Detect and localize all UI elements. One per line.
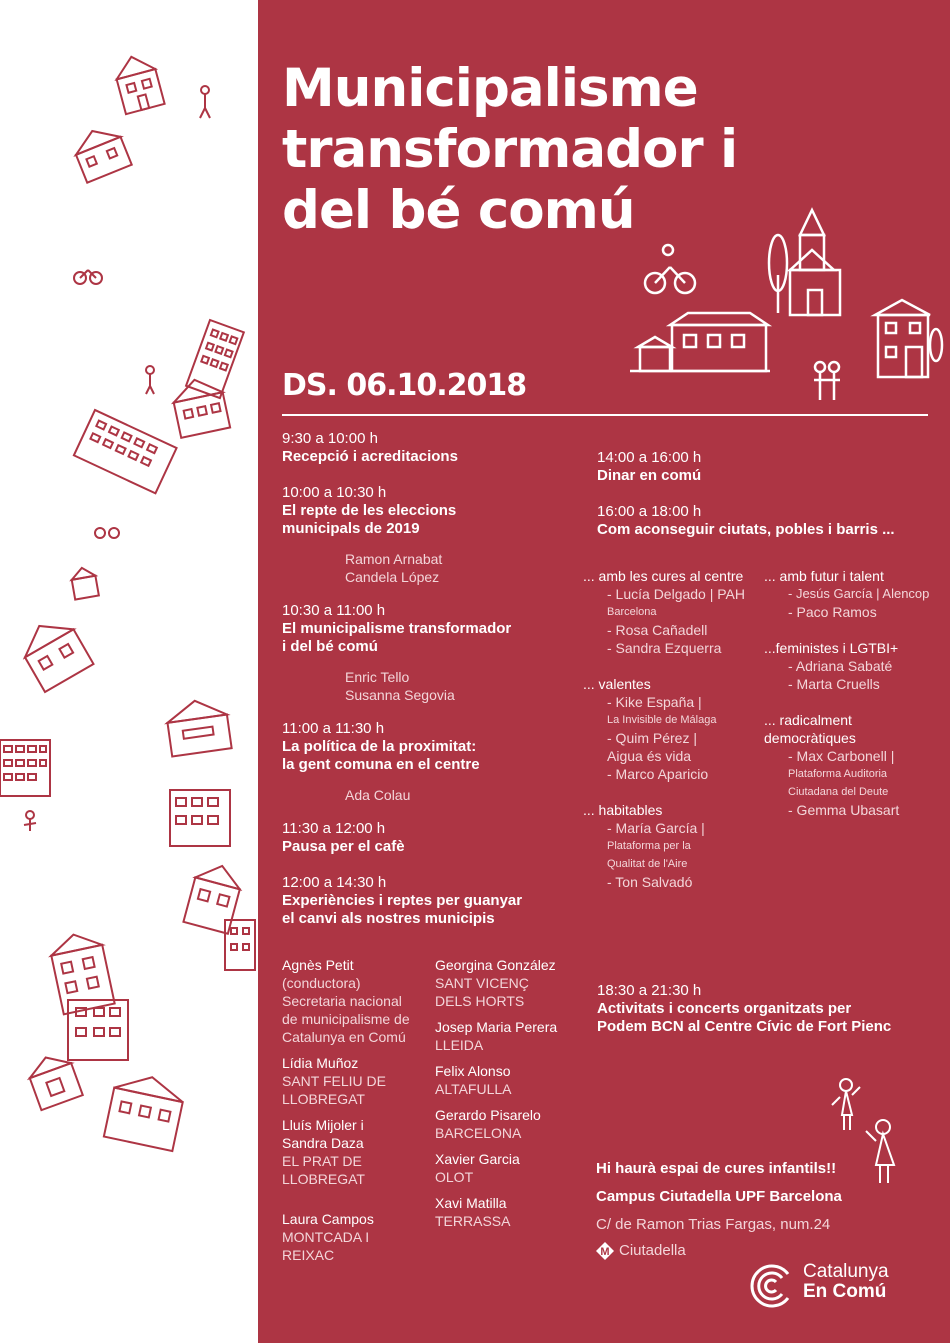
track-heading: ... radicalment	[764, 712, 852, 728]
participant	[435, 1062, 585, 1098]
title-line: transformador i	[282, 119, 738, 180]
participant-name: Xavi Matilla	[435, 1195, 507, 1211]
logo-line: En Comú	[803, 1281, 887, 1302]
schedule-time: 10:00 a 10:30 h	[282, 484, 387, 501]
houses-illustration	[0, 0, 258, 1343]
schedule-item	[282, 720, 582, 804]
schedule-title: Pausa per el cafè	[282, 838, 405, 855]
track-speaker: - Jesús García | Alencop	[788, 586, 930, 601]
track-heading: ...feministes i LGTBI+	[764, 640, 899, 656]
participant	[435, 1150, 585, 1186]
participant-name: Lluís Mijoler i	[282, 1117, 364, 1133]
track-speaker: - Kike España |	[607, 694, 702, 710]
schedule-title: Podem BCN al Centre Cívic de Fort Pienc	[597, 1018, 892, 1035]
tracks-column	[764, 567, 944, 819]
schedule-title: Recepció i acreditacions	[282, 448, 458, 465]
track-affiliation: Qualitat de l'Aire	[607, 858, 688, 870]
metro-line	[596, 1242, 926, 1260]
schedule-time: 9:30 a 10:00 h	[282, 430, 378, 447]
participant-role: de municipalisme de	[282, 1011, 410, 1027]
logo-mark	[748, 1262, 796, 1310]
participant-role: Secretaria nacional	[282, 993, 402, 1009]
participant	[435, 1018, 585, 1054]
schedule-time: 12:00 a 14:30 h	[282, 874, 387, 891]
date-divider	[282, 414, 928, 416]
track-speaker: - Marco Aparicio	[607, 766, 709, 782]
schedule-title: municipals de 2019	[282, 520, 420, 537]
track-speaker: - Ton Salvadó	[607, 874, 693, 890]
catalunya-en-comu-logo	[748, 1262, 918, 1308]
participant-role: (conductora)	[282, 975, 361, 991]
participants-column	[282, 956, 432, 1272]
title-line: del bé comú	[282, 180, 635, 241]
schedule-title: La política de la proximitat:	[282, 738, 477, 755]
schedule-title: i del bé comú	[282, 638, 378, 655]
schedule-item	[282, 874, 582, 928]
participant-place: SANT VICENÇ	[435, 975, 529, 991]
schedule-item	[282, 602, 582, 704]
schedule-title: Experiències i reptes per guanyar	[282, 892, 523, 909]
participant-name: Josep Maria Perera	[435, 1019, 558, 1035]
schedule-title: Activitats i concerts organitzats per	[597, 1000, 852, 1017]
track-group	[764, 567, 944, 621]
track-affiliation: Ciutadana del Deute	[788, 786, 889, 798]
venue-name: Campus Ciutadella UPF Barcelona	[596, 1188, 842, 1205]
participant-place: OLOT	[435, 1169, 474, 1185]
track-speaker: - María García |	[607, 820, 705, 836]
tracks-column	[583, 567, 763, 891]
schedule-title: El municipalisme transformador	[282, 620, 512, 637]
participant-place: EL PRAT DE	[282, 1153, 362, 1169]
track-heading: democràtiques	[764, 730, 856, 746]
track-group	[764, 639, 944, 693]
schedule-item	[597, 503, 937, 539]
participant	[282, 956, 432, 1046]
track-heading: ... valentes	[583, 676, 651, 692]
participant	[282, 1210, 432, 1264]
participant-name: Laura Campos	[282, 1211, 374, 1227]
svg-text:M: M	[600, 1246, 610, 1258]
participant	[435, 1194, 585, 1230]
track-speaker: - Marta Cruells	[788, 676, 880, 692]
track-group	[583, 567, 763, 657]
event-date: DS. 06.10.2018	[282, 368, 527, 403]
schedule-item	[282, 484, 582, 586]
schedule-title: la gent comuna en el centre	[282, 756, 480, 773]
speaker-name: Ada Colau	[345, 787, 411, 803]
participant	[282, 1054, 432, 1108]
participant-place: DELS HORTS	[435, 993, 525, 1009]
participant-name: Xavier Garcia	[435, 1151, 520, 1167]
participant-name: Agnès Petit	[282, 957, 354, 973]
track-speaker: - Quim Pérez |	[607, 730, 697, 746]
illustration-strip	[0, 0, 258, 1343]
track-heading: ... amb les cures al centre	[583, 568, 744, 584]
schedule-title: Com aconseguir ciutats, pobles i barris ...	[597, 521, 895, 538]
town-illustration	[630, 195, 950, 425]
participant-place: SANT FELIU DE	[282, 1073, 386, 1089]
track-group	[583, 801, 763, 891]
track-speaker: - Rosa Cañadell	[607, 622, 708, 638]
track-affiliation: La Invisible de Málaga	[607, 714, 717, 726]
participant-name: Felix Alonso	[435, 1063, 511, 1079]
track-heading: ... amb futur i talent	[764, 568, 884, 584]
venue-address: C/ de Ramon Trias Fargas, num.24	[596, 1216, 831, 1233]
track-group	[764, 711, 944, 819]
track-heading: ... habitables	[583, 802, 663, 818]
participant	[282, 1116, 432, 1188]
participant	[435, 956, 585, 1010]
participant-place: BARCELONA	[435, 1125, 522, 1141]
schedule-time: 16:00 a 18:00 h	[597, 503, 702, 520]
metro-station: Ciutadella	[619, 1242, 686, 1259]
schedule-title: Dinar en comú	[597, 467, 702, 484]
schedule-title: el canvi als nostres municipis	[282, 910, 495, 927]
logo-text	[803, 1262, 889, 1302]
track-speaker: - Max Carbonell |	[788, 748, 895, 764]
schedule-item	[282, 430, 582, 466]
speaker-name: Candela López	[345, 569, 440, 585]
metro-icon	[596, 1242, 614, 1260]
speaker-name: Enric Tello	[345, 669, 410, 685]
speaker-name: Ramon Arnabat	[345, 551, 443, 567]
logo-line: Catalunya	[803, 1261, 889, 1282]
speaker-name: Susanna Segovia	[345, 687, 455, 703]
participant-place: LLOBREGAT	[282, 1171, 365, 1187]
venue-info	[596, 1160, 926, 1260]
title-line: Municipalisme	[282, 58, 698, 119]
participant-place: LLOBREGAT	[282, 1091, 365, 1107]
track-affiliation: Plataforma per la	[607, 840, 691, 852]
track-affiliation: Barcelona	[607, 606, 657, 618]
schedule-title: El repte de les eleccions	[282, 502, 457, 519]
participant-name: Sandra Daza	[282, 1135, 364, 1151]
schedule-time: 11:00 a 11:30 h	[282, 720, 385, 737]
participant-place: ALTAFULLA	[435, 1081, 512, 1097]
track-affiliation: Aigua és vida	[607, 748, 692, 764]
track-speaker: - Gemma Ubasart	[788, 802, 900, 818]
participant-role: Catalunya en Comú	[282, 1029, 406, 1045]
participant-place: TERRASSA	[435, 1213, 511, 1229]
participant-name: Georgina González	[435, 957, 556, 973]
schedule-item	[597, 982, 937, 1036]
schedule-time: 18:30 a 21:30 h	[597, 982, 702, 999]
participant-place: MONTCADA I	[282, 1229, 370, 1245]
participant-place: REIXAC	[282, 1247, 335, 1263]
schedule-item	[597, 449, 927, 485]
participant-place: LLEIDA	[435, 1037, 484, 1053]
schedule-time: 11:30 a 12:00 h	[282, 820, 386, 837]
participants-column	[435, 956, 585, 1238]
schedule-item	[282, 820, 582, 856]
participant	[435, 1106, 585, 1142]
track-affiliation: Plataforma Auditoria	[788, 768, 888, 780]
track-speaker: - Paco Ramos	[788, 604, 877, 620]
schedule-time: 14:00 a 16:00 h	[597, 449, 702, 466]
track-speaker: - Sandra Ezquerra	[607, 640, 722, 656]
childcare-note: Hi haurà espai de cures infantils!!	[596, 1160, 837, 1177]
track-speaker: - Lucía Delgado | PAH	[607, 586, 746, 602]
track-group	[583, 675, 763, 783]
schedule-time: 10:30 a 11:00 h	[282, 602, 386, 619]
participant-name: Lídia Muñoz	[282, 1055, 359, 1071]
track-speaker: - Adriana Sabaté	[788, 658, 893, 674]
participant-name: Gerardo Pisarelo	[435, 1107, 541, 1123]
